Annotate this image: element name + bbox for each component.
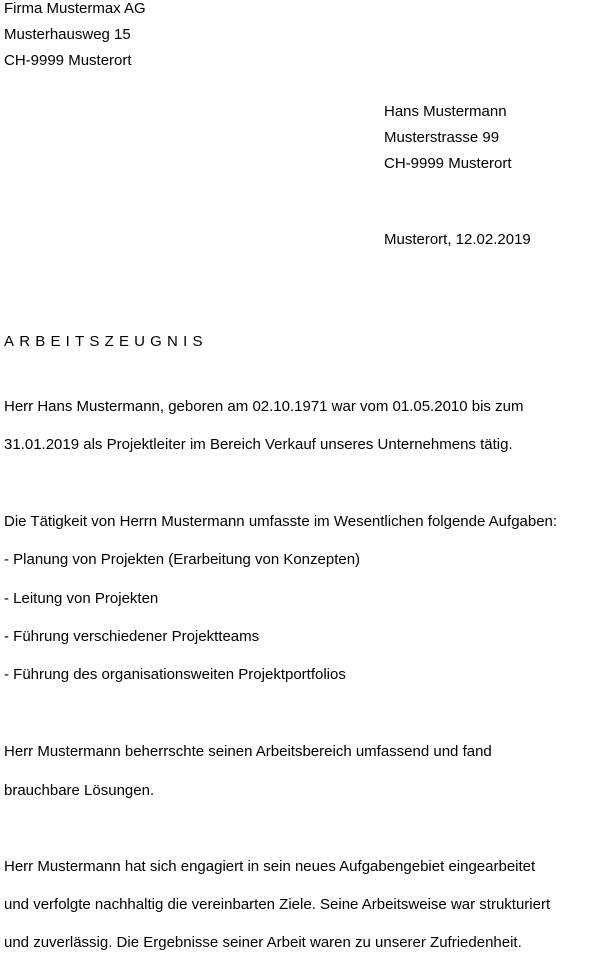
task-item: - Führung verschiedener Projektteams bbox=[4, 628, 260, 645]
paragraph-line: und zuverlässig. Die Ergebnisse seiner Arbeit waren zu unserer Zufriedenheit. bbox=[4, 934, 522, 951]
sender-company: Firma Mustermax AG bbox=[4, 0, 146, 17]
task-item: - Führung des organisationsweiten Projektportfolios bbox=[4, 666, 346, 683]
paragraph-line: Herr Mustermann hat sich engagiert in sein neues Aufgabengebiet eingearbeitet bbox=[4, 858, 536, 875]
paragraph-line: und verfolgte nachhaltig die vereinbarten Ziele. Seine Arbeitsweise war strukturiert bbox=[4, 896, 551, 913]
paragraph-line: brauchbare Lösungen. bbox=[4, 782, 155, 799]
tasks-intro: Die Tätigkeit von Herrn Mustermann umfasste im Wesentlichen folgende Aufgaben: bbox=[4, 513, 558, 530]
recipient-name: Hans Mustermann bbox=[384, 103, 507, 120]
task-item: - Leitung von Projekten bbox=[4, 590, 159, 607]
date-line: Musterort, 12.02.2019 bbox=[384, 231, 531, 248]
paragraph-line: Herr Mustermann beherrschte seinen Arbeitsbereich umfassend und fand bbox=[4, 743, 492, 760]
paragraph-line: 31.01.2019 als Projektleiter im Bereich Verkauf unseres Unternehmens tätig. bbox=[4, 436, 513, 453]
recipient-city: CH-9999 Musterort bbox=[384, 155, 512, 172]
recipient-street: Musterstrasse 99 bbox=[384, 129, 500, 146]
sender-city: CH-9999 Musterort bbox=[4, 52, 132, 69]
sender-street: Musterhausweg 15 bbox=[4, 26, 131, 43]
task-item: - Planung von Projekten (Erarbeitung von Konzepten) bbox=[4, 551, 361, 568]
paragraph-line: Herr Hans Mustermann, geboren am 02.10.1971 war vom 01.05.2010 bis zum bbox=[4, 398, 524, 415]
document-title: ARBEITSZEUGNIS bbox=[4, 333, 208, 350]
